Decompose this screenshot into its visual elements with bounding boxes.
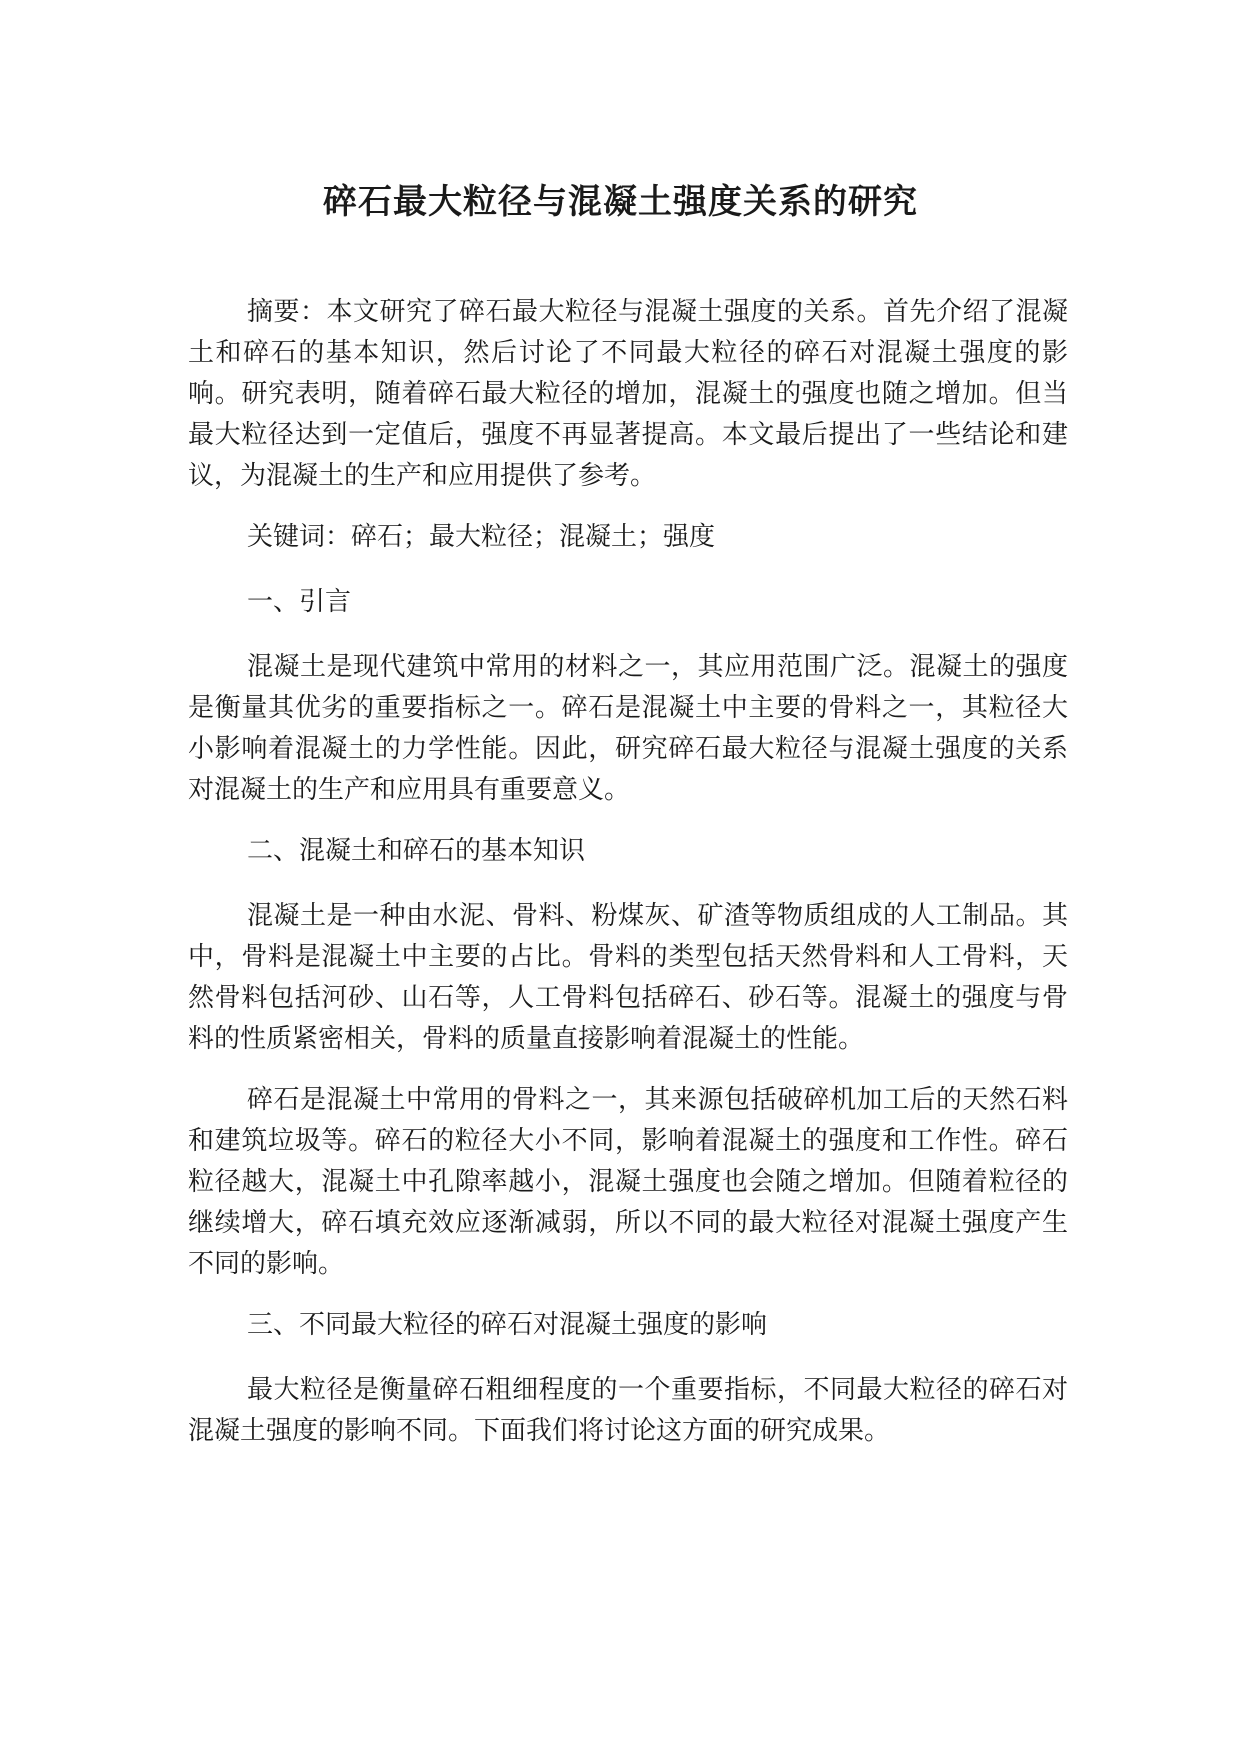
document-title: 碎石最大粒径与混凝土强度关系的研究 — [323, 182, 918, 222]
section-heading-introduction: 一、引言 — [247, 587, 352, 617]
section-heading-influence: 三、不同最大粒径的碎石对混凝土强度的影响 — [247, 1310, 768, 1340]
keywords-line: 关键词：碎石；最大粒径；混凝土；强度 — [247, 522, 716, 552]
document-body — [188, 292, 1068, 1472]
gravel-basics-paragraph: 碎石是混凝土中常用的骨料之一，其来源包括破碎机加工后的天然石料和建筑垃圾等。碎石的粒径大小不同，影响着混凝土的强度和工作性。碎石粒径越大，混凝土中孔隙率越小，混凝土强度也会随之增加。但随着粒径的继续增大，碎石填充效应逐渐减弱，所以不同的最大粒径对混凝土强度产生不同的影响。 — [188, 1085, 1068, 1279]
abstract-paragraph: 摘要：本文研究了碎石最大粒径与混凝土强度的关系。首先介绍了混凝土和碎石的基本知识，然后讨论了不同最大粒径的碎石对混凝土强度的影响。研究表明，随着碎石最大粒径的增加，混凝土的强度也随之增加。但当最大粒径达到一定值后，强度不再显著提高。本文最后提出了一些结论和建议，为混凝土的生产和应用提供了参考。 — [188, 297, 1068, 491]
section-heading-basics: 二、混凝土和碎石的基本知识 — [247, 836, 586, 866]
introduction-paragraph: 混凝土是现代建筑中常用的材料之一，其应用范围广泛。混凝土的强度是衡量其优劣的重要指标之一。碎石是混凝土中主要的骨料之一，其粒径大小影响着混凝土的力学性能。因此，研究碎石最大粒径与混凝土强度的关系对混凝土的生产和应用具有重要意义。 — [188, 652, 1068, 805]
influence-paragraph: 最大粒径是衡量碎石粗细程度的一个重要指标，不同最大粒径的碎石对混凝土强度的影响不同。下面我们将讨论这方面的研究成果。 — [188, 1375, 1068, 1446]
concrete-basics-paragraph: 混凝土是一种由水泥、骨料、粉煤灰、矿渣等物质组成的人工制品。其中，骨料是混凝土中主要的占比。骨料的类型包括天然骨料和人工骨料，天然骨料包括河砂、山石等，人工骨料包括碎石、砂石等。混凝土的强度与骨料的性质紧密相关，骨料的质量直接影响着混凝土的性能。 — [188, 901, 1068, 1054]
